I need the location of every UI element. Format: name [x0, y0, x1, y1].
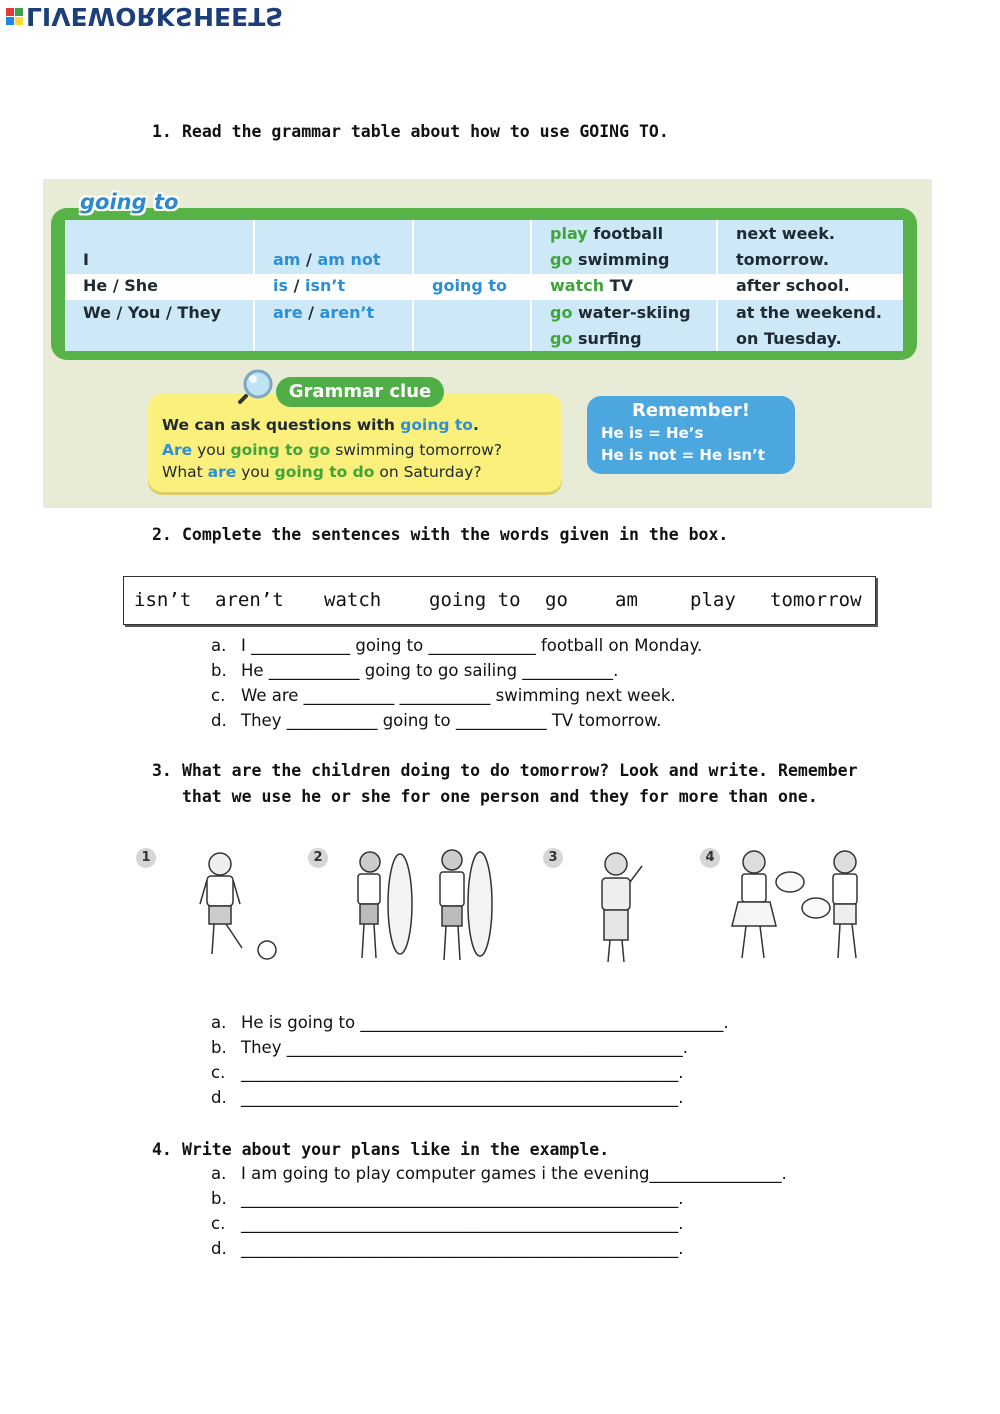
- picture-number: 2: [308, 848, 328, 868]
- logo-blocks-icon: [6, 8, 23, 25]
- magnifier-icon: [238, 368, 274, 404]
- question-3: 3. What are the children doing to do tomorrow? Look and write. Remember that we use he or she for one person and they for more than one.: [152, 761, 858, 806]
- clue-line-3: What are you going to do on Saturday?: [162, 463, 482, 481]
- grammar-table: [65, 220, 903, 351]
- question-2: 2. Complete the sentences with the words given in the box.: [152, 525, 729, 544]
- boy-football-figure: [200, 853, 276, 959]
- q2-sentence-b[interactable]: b. He ___________ going to go sailing ___________.: [211, 661, 619, 680]
- picture-number: 4: [700, 848, 720, 868]
- word-box-item: isn’t: [134, 589, 192, 611]
- children-illustration: [130, 842, 890, 970]
- q2-sentence-a[interactable]: a. I ____________ going to _____________ football on Monday.: [211, 636, 703, 655]
- word-box-item: am: [615, 589, 638, 611]
- q4-sentence-d[interactable]: d. _____________________________________________________.: [211, 1239, 684, 1258]
- picture-number: 3: [543, 848, 563, 868]
- grammar-col-going-to: going to: [414, 220, 532, 351]
- children-pictures: [130, 842, 890, 970]
- word-box-item: go: [545, 589, 568, 611]
- q4-sentence-c[interactable]: c. _____________________________________________________.: [211, 1214, 684, 1233]
- surfers-figure: [358, 850, 492, 960]
- logo-text: LIVEWORKSHEETS: [26, 2, 284, 31]
- word-box-item: going to: [429, 589, 521, 611]
- q3-sentence-a[interactable]: a. He is going to ____________________________________________.: [211, 1013, 729, 1032]
- liveworksheets-logo: [6, 2, 283, 31]
- q2-sentence-c[interactable]: c. We are ___________ ___________ swimming next week.: [211, 686, 676, 705]
- q3-sentence-c[interactable]: c. _____________________________________________________.: [211, 1063, 684, 1082]
- question-1: 1. Read the grammar table about how to use GOING TO.: [152, 122, 669, 141]
- clue-line-1: We can ask questions with going to.: [162, 416, 479, 434]
- clue-line-2: Are you going to go swimming tomorrow?: [162, 441, 503, 459]
- grammar-table-title: going to: [80, 190, 179, 214]
- swimmer-figure: [602, 853, 642, 962]
- grammar-col-subject: I He / She We / You / They: [65, 220, 255, 351]
- tennis-players-figure: [732, 851, 857, 958]
- question-4: 4. Write about your plans like in the example.: [152, 1140, 610, 1159]
- q4-sentence-b[interactable]: b. _____________________________________________________.: [211, 1189, 684, 1208]
- word-box: [123, 576, 876, 625]
- word-box-item: aren’t: [215, 589, 284, 611]
- grammar-col-time: next week. tomorrow. after school. at the weekend. on Tuesday.: [736, 224, 882, 348]
- q3-sentence-d[interactable]: d. _____________________________________________________.: [211, 1088, 684, 1107]
- picture-number: 1: [136, 848, 156, 868]
- grammar-col-verb: play football go swimming watch TV go water-skiing go surfing: [532, 220, 718, 351]
- word-box-item: watch: [324, 589, 382, 611]
- word-box-item: play: [690, 589, 736, 611]
- remember-box: Remember! He is = He’s He is not = He isn’t: [587, 396, 795, 474]
- grammar-col-be: am / am not is / isn’t are / aren’t: [255, 220, 414, 351]
- q3-sentence-b[interactable]: b. They ________________________________________________.: [211, 1038, 688, 1057]
- grammar-clue-tag: Grammar clue: [276, 377, 444, 407]
- q4-sentence-a[interactable]: a. I am going to play computer games i the evening________________.: [211, 1164, 787, 1183]
- word-box-item: tomorrow: [770, 589, 862, 611]
- q2-sentence-d[interactable]: d. They ___________ going to ___________ TV tomorrow.: [211, 711, 662, 730]
